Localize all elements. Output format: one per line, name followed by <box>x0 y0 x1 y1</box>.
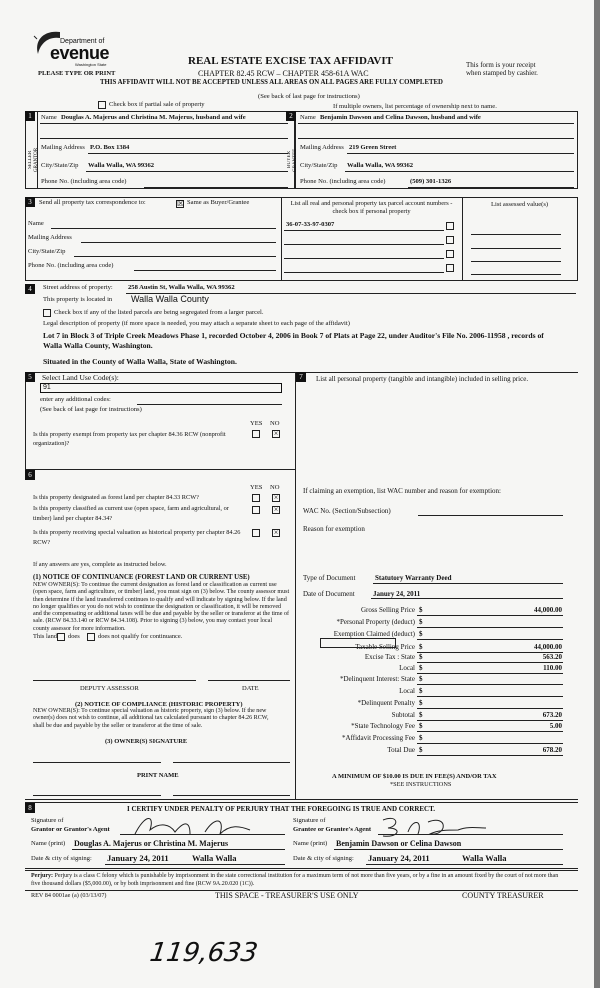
tax-row-line <box>417 720 563 721</box>
date-city-label: Date & city of signing: <box>293 855 354 862</box>
seller-section <box>25 111 295 189</box>
currency-sign: $ <box>419 664 423 672</box>
corr-name-field[interactable] <box>51 228 276 229</box>
seller-name-field[interactable]: Douglas A. Majerus and Christina M. Majerus, husband and wife <box>61 114 246 121</box>
certify-statement: I CERTIFY UNDER PENALTY OF PERJURY THAT THE FOREGOING IS TRUE AND CORRECT. <box>127 805 436 813</box>
owner-signature-title: (3) OWNER(S) SIGNATURE <box>105 738 188 745</box>
legal-description: Lot 7 in Block 3 of Triple Creek Meadows Phase 1, recorded October 4, 2006 in Book 7 of Plats at Page 22, under Auditor's File No. 2006-11958 , records of Walla Walla County, Washington. <box>43 331 544 350</box>
same-as-buyer-label: Same as Buyer/Grantee <box>187 199 250 206</box>
currency-sign: $ <box>419 722 423 730</box>
seller-mail-field[interactable]: P.O. Box 1384 <box>90 144 130 151</box>
historical-question: Is this property receiving special valuation as historical property per chapter 84.26 RCW? <box>33 529 241 546</box>
currency-sign: $ <box>419 643 423 651</box>
see-instructions-note: *SEE INSTRUCTIONS <box>390 781 452 788</box>
owner-signature-field[interactable] <box>33 762 161 763</box>
local-code-box[interactable] <box>320 638 396 648</box>
tax-row-label: Local <box>399 687 415 695</box>
tax-row-label: Gross Selling Price <box>360 606 415 614</box>
doc-type-field[interactable]: Statutory Warranty Deed <box>375 574 452 582</box>
corr-phone-field[interactable] <box>134 270 276 271</box>
please-type: PLEASE TYPE OR PRINT <box>38 70 116 77</box>
grantor-name-field[interactable]: Douglas A. Majerus or Christina M. Majerus <box>74 839 229 848</box>
doc-date-label: Date of Document <box>303 590 355 598</box>
buyer-mail-field[interactable]: 219 Green Street <box>349 144 397 151</box>
currency-sign: $ <box>419 687 423 695</box>
name-label: Name <box>28 220 44 227</box>
doc-type-label: Type of Document <box>303 574 356 582</box>
section-number: 7 <box>296 372 306 382</box>
personal-property-checkbox[interactable] <box>446 264 454 272</box>
reason-label: Reason for exemption <box>303 525 365 533</box>
parcel-number[interactable]: 36-07-33-97-0307 <box>286 221 335 228</box>
street-address-field[interactable]: 258 Austin St, Walla Walla, WA 99362 <box>128 284 235 291</box>
currency-sign: $ <box>419 699 423 707</box>
handwritten-number: 119,633 <box>147 938 260 968</box>
does-checkbox[interactable] <box>57 633 65 641</box>
section-number: 2 <box>286 111 296 121</box>
assessed-value-field[interactable] <box>471 261 561 262</box>
tax-row-label: Taxable Selling Price <box>355 643 415 651</box>
chapter-line: CHAPTER 82.45 RCW – CHAPTER 458-61A WAC <box>198 69 369 78</box>
no-header: NO <box>270 484 280 491</box>
section-3 <box>25 197 578 281</box>
additional-codes-label: enter any additional codes: <box>40 396 111 403</box>
grantee-agent-label: Grantee or Grantee's Agent <box>293 826 372 833</box>
tax-row-line <box>417 755 563 756</box>
perjury-note <box>31 872 561 888</box>
forest-no-checkbox[interactable]: × <box>273 493 279 502</box>
personal-property-checkbox[interactable] <box>446 250 454 258</box>
send-correspondence-label: Send all property tax correspondence to: <box>39 199 146 206</box>
yes-header: YES <box>250 484 263 491</box>
notice-continuance-title: (1) NOTICE OF CONTINUANCE (FOREST LAND OR CURRENT USE) <box>33 574 250 581</box>
partial-sale-label: Check box if partial sale of property <box>109 101 205 108</box>
exempt-question: Is this property exempt from property tax per chapter 84.36 RCW (nonprofit organization)? <box>33 431 226 447</box>
tax-row-line <box>417 652 563 653</box>
section-number: 1 <box>25 111 35 121</box>
assessed-header: List assessed value(s) <box>491 201 549 208</box>
section-number: 4 <box>25 284 35 294</box>
multiple-owners-note: If multiple owners, list percentage of ownership next to name. <box>333 103 497 110</box>
section-number: 5 <box>25 372 35 382</box>
county-field[interactable]: Walla Walla County <box>131 294 209 304</box>
currency-sign: $ <box>419 675 423 683</box>
currency-sign: $ <box>419 746 423 754</box>
tax-row-line <box>417 639 563 640</box>
seller-city-field[interactable]: Walla Walla, WA 99362 <box>88 162 155 169</box>
print-name-field-2[interactable] <box>173 795 290 796</box>
land-use-code-field[interactable]: 91 <box>40 383 282 393</box>
grantee-signature[interactable] <box>378 812 488 840</box>
assessed-value-field[interactable] <box>471 274 561 275</box>
forest-yes-checkbox[interactable] <box>252 494 260 502</box>
currency-sign: $ <box>419 618 423 626</box>
section-number: 6 <box>25 470 35 480</box>
city-label: City/State/Zip <box>41 162 79 169</box>
wac-field[interactable] <box>418 515 563 516</box>
exempt-yes-checkbox[interactable] <box>252 430 260 438</box>
currency-sign: $ <box>419 734 423 742</box>
section-number: 8 <box>25 803 35 813</box>
city-label: City/State/Zip <box>28 248 66 255</box>
section-number: 3 <box>25 197 35 207</box>
assessed-value-field[interactable] <box>471 234 561 235</box>
tax-row-line <box>417 615 563 616</box>
name-print-label: Name (print) <box>293 840 328 847</box>
grantee-name-field[interactable]: Benjamin Dawson or Celina Dawson <box>336 839 462 848</box>
buyer-phone-field[interactable]: (509) 301-1326 <box>410 178 452 185</box>
doc-date-field[interactable]: Janury 24, 2011 <box>373 590 421 598</box>
name-print-label: Name (print) <box>31 840 66 847</box>
parcel-header: List all real and personal property tax parcel account numbers - check box if personal property <box>290 200 453 215</box>
personal-property-checkbox[interactable] <box>446 222 454 230</box>
grantor-city-field[interactable]: Walla Walla <box>192 853 237 863</box>
warning-line: THIS AFFIDAVIT WILL NOT BE ACCEPTED UNLESS ALL AREAS ON ALL PAGES ARE FULLY COMPLETED <box>100 79 443 86</box>
currency-sign: $ <box>419 711 423 719</box>
form-title: REAL ESTATE EXCISE TAX AFFIDAVIT <box>188 55 393 67</box>
no-header: NO <box>270 420 280 427</box>
tax-row-line <box>417 627 563 628</box>
tax-row-line <box>417 673 563 674</box>
corr-mail-field[interactable] <box>81 242 276 243</box>
tax-row-label: Local <box>399 664 415 672</box>
segregated-label: Check box if any of the listed parcels are being segregated from a larger parcel. <box>54 309 264 316</box>
tax-row-value[interactable]: 110.00 <box>543 664 562 672</box>
situated-text: Situated in the County of Walla Walla, State of Washington. <box>43 357 237 366</box>
receipt-note-2: when stamped by cashier. <box>466 69 538 77</box>
tax-row-value[interactable]: 678.20 <box>542 746 562 754</box>
grantor-agent-label: Grantor or Grantor's Agent <box>31 826 110 833</box>
corr-city-field[interactable] <box>74 256 276 257</box>
legal-label: Legal description of property (if more space is needed, you may attach a separate sheet to each page of the affidavit) <box>43 320 350 327</box>
current-no-checkbox[interactable]: × <box>273 505 279 514</box>
tax-row-value[interactable]: 44,000.00 <box>534 643 562 651</box>
tax-row-line <box>417 708 563 709</box>
hist-yes-checkbox[interactable] <box>252 529 260 537</box>
city-label: City/State/Zip <box>300 162 338 169</box>
see-back-note: (See back of last page for instructions) <box>258 93 360 100</box>
treasurer-space-label: THIS SPACE - TREASURER'S USE ONLY <box>215 891 359 900</box>
notice-compliance-title: (2) NOTICE OF COMPLIANCE (HISTORIC PROPERTY) <box>75 701 243 708</box>
currency-sign: $ <box>419 653 423 661</box>
phone-label: Phone No. (including area code) <box>300 178 386 185</box>
if-yes-note: If any answers are yes, complete as instructed below. <box>33 561 167 568</box>
current-use-question: Is this property classified as current use (open space, farm and agricultural, or timber) land per chapter 84.34? <box>33 505 229 522</box>
scan-edge <box>594 0 600 988</box>
forest-question: Is this property designated as forest land per chapter 84.33 RCW? <box>33 494 199 501</box>
additional-codes-field[interactable] <box>137 404 282 405</box>
land-use-label: Select Land Use Code(s): <box>42 373 119 382</box>
grantor-signature[interactable] <box>130 812 260 840</box>
tax-row-label: *Personal Property (deduct) <box>336 618 415 626</box>
form-revision: REV 84 0001ae (a) (03/13/07) <box>31 892 107 899</box>
tax-row-line <box>417 684 563 685</box>
street-label: Street address of property: <box>43 284 113 291</box>
tax-row-label: Excise Tax : State <box>364 653 415 661</box>
perjury-text: Perjury is a class C felony which is punishable by imprisonment in the state correctional institution for a maximum term of not more than five years, or by a fine in an amount fixed by the court of not more than five thousand dollars ($5,000.00), or by both imprisonment and fine (RCW 9A.20.020 (1C)). <box>31 873 559 887</box>
print-name-label: PRINT NAME <box>137 772 179 779</box>
phone-label: Phone No. (including area code) <box>28 262 114 269</box>
name-label: Name <box>300 114 316 121</box>
see-back-note: (See back of last page for instructions) <box>40 406 142 413</box>
signature-of-label: Signature of <box>31 817 64 824</box>
date-city-label: Date & city of signing: <box>31 855 92 862</box>
county-treasurer-label: COUNTY TREASURER <box>462 891 544 900</box>
tax-row-line <box>417 731 563 732</box>
notice-continuance-text: NEW OWNER(S): To continue the current designation as forest land or classification as current use (open space, farm and agriculture, or timber) land, you must sign on (3) below. The county assessor must then determine if the land transferred continues to qualify and will indicate by signing below. If the land no longer qualifies or you do not wish to continue the designation or classification, it will be removed and the compensating or additional taxes will be due and payable by the seller or transferor at the time of sale. (RCW 84.33.140 or RCW 84.34.108). Prior to signing (3) below, you may contact your local county assessor for more information. <box>33 582 290 632</box>
exemption-label: If claiming an exemption, list WAC number and reason for exemption: <box>303 487 501 495</box>
receipt-note: This form is your receipt <box>466 61 536 69</box>
buyer-section <box>287 111 578 189</box>
does-not-checkbox[interactable] <box>87 633 95 641</box>
assessor-date-field[interactable] <box>208 680 290 681</box>
partial-sale-checkbox[interactable] <box>98 101 106 109</box>
owner-signature-field-2[interactable] <box>173 762 290 763</box>
personal-property-label: List all personal property (tangible and intangible) included in selling price. <box>316 375 529 383</box>
currency-sign: $ <box>419 630 423 638</box>
does-not-label: does not qualify for continuance. <box>98 633 183 640</box>
currency-sign: $ <box>419 606 423 614</box>
perjury-label: Perjury: <box>31 873 53 879</box>
yes-header: YES <box>250 420 263 427</box>
deputy-assessor-signature[interactable] <box>33 680 196 681</box>
tax-row-line <box>417 743 563 744</box>
grantor-date-field[interactable]: January 24, 2011 <box>107 853 169 863</box>
does-label: does <box>68 633 80 640</box>
tax-row-line <box>417 696 563 697</box>
tax-row-label: *State Technology Fee <box>351 722 415 730</box>
name-label: Name <box>41 114 57 121</box>
phone-label: Phone No. (including area code) <box>41 178 127 185</box>
personal-property-checkbox[interactable] <box>446 236 454 244</box>
buyer-city-field[interactable]: Walla Walla, WA 99362 <box>347 162 414 169</box>
tax-row-label: Total Due <box>387 746 415 754</box>
located-label: This property is located in <box>43 296 113 303</box>
buyer-side-label: BUYER GRANTEE <box>287 148 298 172</box>
mail-label: Mailing Address <box>300 144 344 151</box>
tax-row-label: *Affidavit Processing Fee <box>342 734 415 742</box>
tax-row-label: *Delinquent Penalty <box>357 699 415 707</box>
assessed-value-field[interactable] <box>471 248 561 249</box>
deputy-assessor-label: DEPUTY ASSESSOR <box>80 685 139 692</box>
buyer-name-field[interactable]: Benjamin Dawson and Celina Dawson, husband and wife <box>320 114 481 121</box>
wac-label: WAC No. (Section/Subsection) <box>303 507 391 515</box>
grantee-date-field[interactable]: January 24, 2011 <box>368 853 430 863</box>
print-name-field[interactable] <box>33 795 161 796</box>
exempt-no-checkbox[interactable]: × <box>273 429 279 438</box>
mail-label: Mailing Address <box>41 144 85 151</box>
tax-row-label: Exemption Claimed (deduct) <box>333 630 415 638</box>
hist-no-checkbox[interactable]: × <box>273 528 279 537</box>
current-yes-checkbox[interactable] <box>252 506 260 514</box>
minimum-due-note: A MINIMUM OF $10.00 IS DUE IN FEE(S) AND/OR TAX <box>332 773 497 780</box>
same-as-buyer-checkbox[interactable]: ☒ <box>177 199 185 208</box>
this-land-label: This land <box>33 633 57 640</box>
tax-row-line <box>417 662 563 663</box>
tax-row-value[interactable]: 563.20 <box>542 653 562 661</box>
notice-compliance-text: NEW OWNER(S): To continue special valuation as historic property, sign (3) below. If the new owner(s) does not wish to continue, all additional tax calculated pursuant to chapter 84.26 RCW, shall be due and payable by the seller or transferor at the time of sale. <box>33 708 269 729</box>
tax-row-label: *Delinquent Interest: State <box>339 675 415 683</box>
date-label: DATE <box>242 685 259 692</box>
mail-label: Mailing Address <box>28 234 72 241</box>
tax-row-label: Subtotal <box>391 711 415 719</box>
tax-row-value[interactable]: 44,000.00 <box>534 606 562 614</box>
tax-row-value[interactable]: 5.00 <box>549 722 562 730</box>
signature-of-label: Signature of <box>293 817 326 824</box>
grantee-city-field[interactable]: Walla Walla <box>462 853 507 863</box>
tax-row-value[interactable]: 673.20 <box>542 711 562 719</box>
segregated-checkbox[interactable] <box>43 309 51 317</box>
seller-side-label: SELLER GRANTOR <box>28 147 39 173</box>
